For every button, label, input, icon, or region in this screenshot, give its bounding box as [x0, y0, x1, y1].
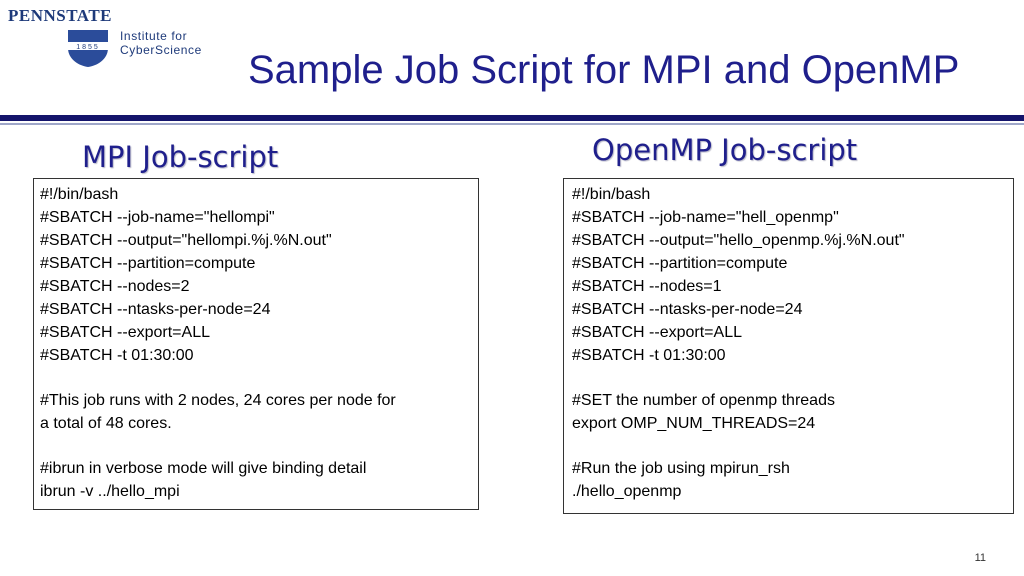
- title-divider: [0, 115, 1024, 121]
- logo-wordmark: PENNSTATE: [8, 6, 113, 25]
- slide-title: Sample Job Script for MPI and OpenMP: [248, 48, 960, 92]
- institute-line1: Institute for: [120, 29, 188, 43]
- logo-year: 1855: [76, 44, 100, 51]
- script-run-line: #Run the job using mpirun_rsh: [572, 460, 790, 477]
- script-line: #SBATCH --export=ALL: [40, 324, 210, 341]
- page-number: 11: [974, 552, 986, 564]
- script-comment: a total of 48 cores.: [40, 415, 172, 432]
- openmp-heading: OpenMP Job-script: [592, 133, 858, 167]
- script-line: #!/bin/bash: [572, 186, 651, 203]
- title-divider-thin: [0, 123, 1024, 125]
- pennstate-logo: [8, 6, 238, 68]
- script-line: #SBATCH --ntasks-per-node=24: [40, 301, 271, 318]
- shield-icon: [66, 28, 110, 68]
- mpi-heading: MPI Job-script: [82, 140, 279, 174]
- mpi-script-box: [33, 178, 479, 510]
- script-run-line: #ibrun in verbose mode will give binding detail: [40, 460, 367, 477]
- script-line: #SBATCH --output="hello_openmp.%j.%N.out": [572, 232, 905, 249]
- script-comment: #SET the number of openmp threads: [572, 392, 835, 409]
- script-line: #SBATCH --job-name="hell_openmp": [572, 209, 839, 226]
- script-comment: #This job runs with 2 nodes, 24 cores per node for: [40, 392, 396, 409]
- script-line: #SBATCH --job-name="hellompi": [40, 209, 275, 226]
- script-line: #SBATCH --export=ALL: [572, 324, 742, 341]
- script-line: #SBATCH -t 01:30:00: [572, 347, 726, 364]
- script-line: #SBATCH --partition=compute: [572, 255, 788, 272]
- script-line: #!/bin/bash: [40, 186, 119, 203]
- script-line: #SBATCH --nodes=2: [40, 278, 190, 295]
- script-line: #SBATCH --output="hellompi.%j.%N.out": [40, 232, 332, 249]
- script-line: #SBATCH -t 01:30:00: [40, 347, 194, 364]
- openmp-script-box: [563, 178, 1014, 514]
- script-run-line: ibrun -v ../hello_mpi: [40, 483, 180, 500]
- institute-line2: CyberScience: [120, 43, 202, 57]
- script-line: #SBATCH --ntasks-per-node=24: [572, 301, 803, 318]
- script-run-line: ./hello_openmp: [572, 483, 682, 500]
- script-line: #SBATCH --partition=compute: [40, 255, 256, 272]
- institute-name: [120, 29, 202, 57]
- script-comment: export OMP_NUM_THREADS=24: [572, 415, 816, 432]
- script-line: #SBATCH --nodes=1: [572, 278, 722, 295]
